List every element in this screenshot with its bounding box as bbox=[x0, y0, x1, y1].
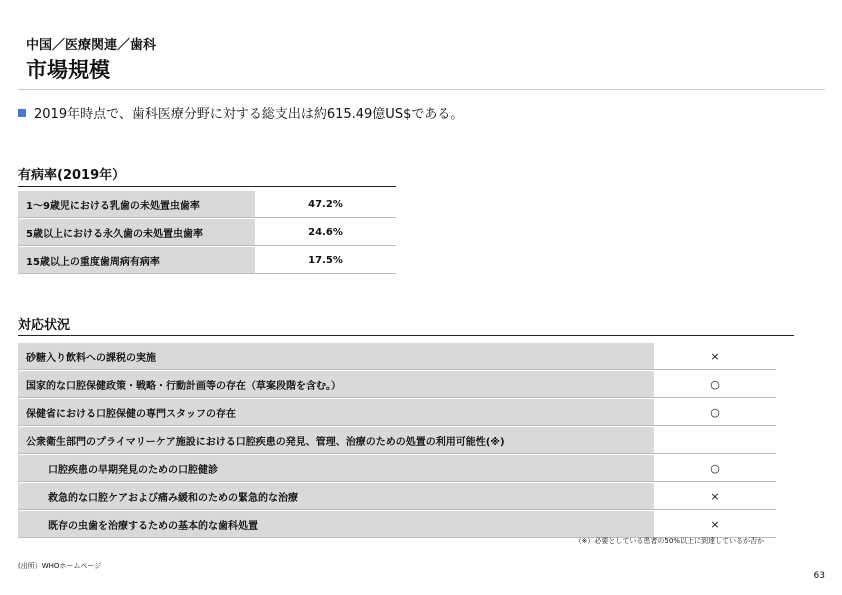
response-mark bbox=[654, 427, 776, 453]
breadcrumb: 中国／医療関連／歯科 bbox=[26, 38, 157, 53]
prevalence-value: 24.6% bbox=[308, 226, 343, 238]
table-subrow bbox=[18, 455, 776, 482]
response-sublabel: 口腔疾患の早期発見のための口腔健診 bbox=[18, 455, 654, 481]
summary-text: 2019年時点で、歯科医療分野に対する総支出は約615.49億US$である。 bbox=[34, 107, 464, 122]
table-subrow bbox=[18, 483, 776, 510]
prevalence-table bbox=[18, 191, 396, 275]
table-subrow bbox=[18, 511, 776, 538]
subrow-indent bbox=[18, 511, 40, 537]
subrow-indent bbox=[18, 483, 40, 509]
prevalence-label: 5歳以上における永久歯の未処置虫歯率 bbox=[18, 219, 255, 245]
response-mark: ○ bbox=[710, 461, 720, 475]
prevalence-value: 47.2% bbox=[308, 198, 343, 210]
page-title: 市場規模 bbox=[26, 58, 110, 82]
table-row bbox=[18, 427, 776, 454]
response-section-title: 対応状況 bbox=[18, 318, 71, 333]
response-sublabel: 既存の虫歯を治療するための基本的な歯科処置 bbox=[18, 511, 654, 537]
response-mark: ○ bbox=[710, 405, 720, 419]
table-row bbox=[18, 247, 396, 274]
prevalence-label: 15歳以上の重度歯周病有病率 bbox=[18, 247, 255, 273]
response-table bbox=[18, 343, 776, 539]
response-mark: × bbox=[710, 349, 720, 363]
response-mark: × bbox=[710, 489, 720, 503]
title-divider bbox=[18, 89, 825, 90]
subrow-indent bbox=[18, 455, 40, 481]
page-number: 63 bbox=[813, 571, 825, 581]
response-label: 砂糖入り飲料への課税の実施 bbox=[18, 343, 654, 369]
table-row bbox=[18, 343, 776, 370]
prevalence-label: 1～9歳児における乳歯の未処置虫歯率 bbox=[18, 191, 255, 217]
response-label: 国家的な口腔保健政策・戦略・行動計画等の存在（草案段階を含む。） bbox=[18, 371, 654, 397]
prevalence-section-title: 有病率(2019年） bbox=[18, 168, 126, 183]
table-row bbox=[18, 191, 396, 218]
response-mark: ○ bbox=[710, 377, 720, 391]
summary-bullet bbox=[18, 103, 463, 122]
response-label: 保健省における口腔保健の専門スタッフの存在 bbox=[18, 399, 654, 425]
response-sublabel: 救急的な口腔ケアおよび痛み緩和のための緊急的な治療 bbox=[18, 483, 654, 509]
table-row bbox=[18, 399, 776, 426]
footnote: （※）必要としている患者の50%以上に到達しているか否か bbox=[574, 537, 764, 545]
response-mark: × bbox=[710, 517, 720, 531]
table-row bbox=[18, 219, 396, 246]
response-label: 公衆衛生部門のプライマリーケア施設における口腔疾患の発見、管理、治療のための処置の利用可能性(※) bbox=[18, 427, 654, 453]
prevalence-divider bbox=[18, 186, 396, 187]
prevalence-value: 17.5% bbox=[308, 254, 343, 266]
square-bullet-icon bbox=[18, 109, 26, 117]
source-text: (出所）WHOホームページ bbox=[18, 562, 102, 570]
response-divider bbox=[18, 335, 794, 336]
table-row bbox=[18, 371, 776, 398]
